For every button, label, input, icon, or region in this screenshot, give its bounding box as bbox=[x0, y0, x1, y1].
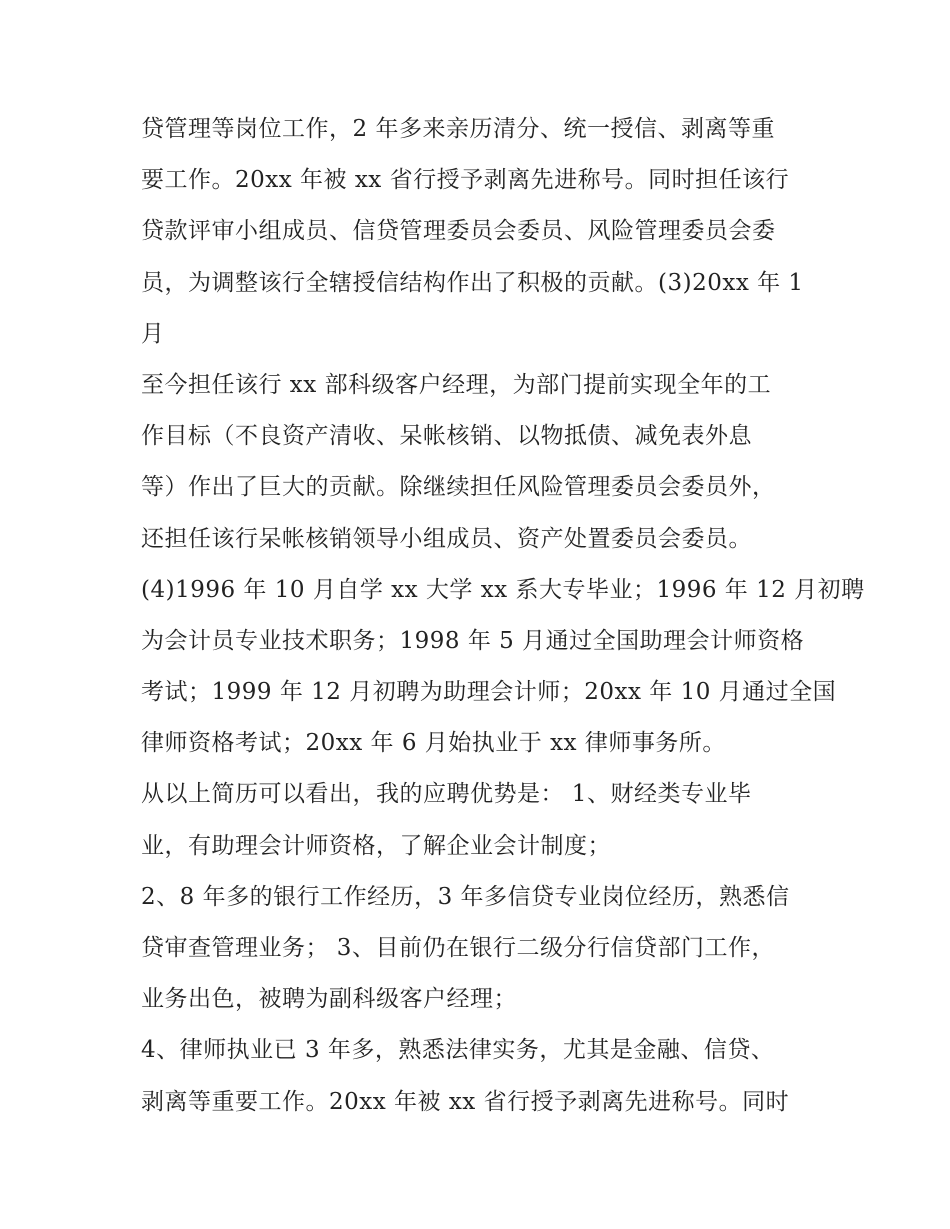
text-line: 业，有助理会计师资格，了解企业会计制度； bbox=[141, 832, 611, 859]
text-line: (4)1996 年 10 月自学 xx 大学 xx 系大专毕业；1996 年 12 月初聘 bbox=[141, 576, 865, 603]
text-line: 业务出色，被聘为副科级客户经理； bbox=[141, 986, 517, 1013]
text-line: 等）作出了巨大的贡献。除继续担任风险管理委员会委员外， bbox=[141, 474, 776, 501]
text-line: 还担任该行呆帐核销领导小组成员、资产处置委员会委员。 bbox=[141, 525, 752, 552]
text-line: 至今担任该行 xx 部科级客户经理，为部门提前实现全年的工 bbox=[141, 371, 772, 398]
text-line: 作目标（不良资产清收、呆帐核销、以物抵债、减免表外息 bbox=[141, 423, 752, 450]
text-line: 贷管理等岗位工作，2 年多来亲历清分、统一授信、剥离等重 bbox=[141, 116, 775, 142]
text-line: 月 bbox=[141, 320, 165, 347]
text-line: 剥离等重要工作。20xx 年被 xx 省行授予剥离先进称号。同时 bbox=[141, 1088, 790, 1115]
text-line: 4、律师执业已 3 年多，熟悉法律实务，尤其是金融、信贷、 bbox=[141, 1037, 775, 1064]
text-line: 从以上简历可以看出，我的应聘优势是： 1、财经类专业毕 bbox=[141, 781, 752, 808]
text-line: 贷款评审小组成员、信贷管理委员会委员、风险管理委员会委 bbox=[141, 218, 776, 245]
text-line: 要工作。20xx 年被 xx 省行授予剥离先进称号。同时担任该行 bbox=[141, 167, 790, 194]
text-line: 2、8 年多的银行工作经历，3 年多信贷专业岗位经历，熟悉信 bbox=[141, 883, 790, 910]
text-line: 为会计员专业技术职务；1998 年 5 月通过全国助理会计师资格 bbox=[141, 627, 805, 654]
text-line: 考试；1999 年 12 月初聘为助理会计师；20xx 年 10 月通过全国 bbox=[141, 679, 837, 706]
body-text bbox=[141, 104, 865, 1128]
text-line: 贷审查管理业务； 3、目前仍在银行二级分行信贷部门工作， bbox=[141, 935, 775, 961]
text-line: 律师资格考试；20xx 年 6 月始执业于 xx 律师事务所。 bbox=[141, 730, 726, 757]
text-line: 员，为调整该行全辖授信结构作出了积极的贡献。(3)20xx 年 1 bbox=[141, 269, 804, 296]
